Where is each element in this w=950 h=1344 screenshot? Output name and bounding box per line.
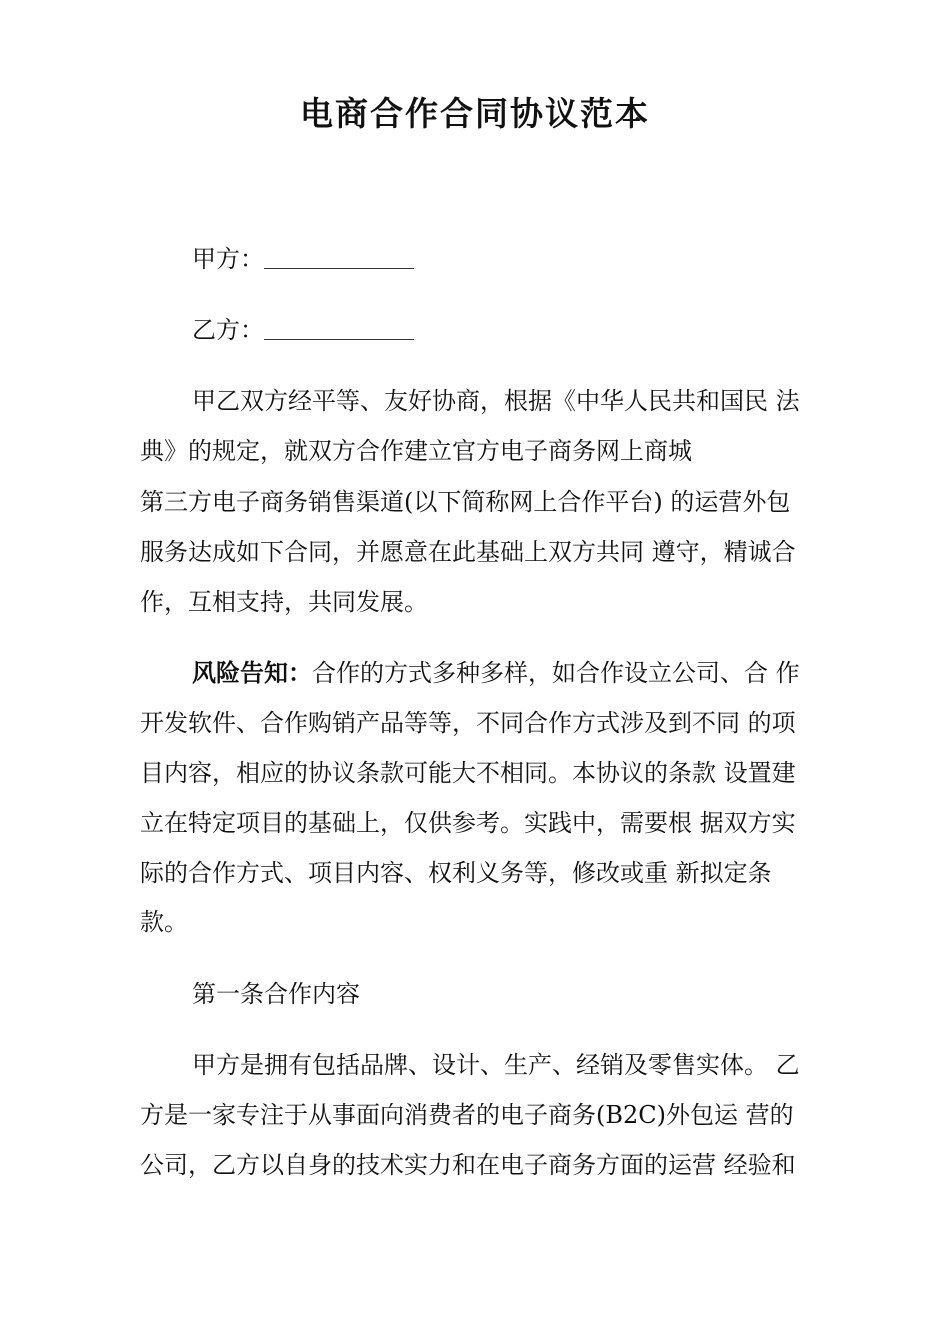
party-b-label: 乙方： xyxy=(192,316,264,344)
preamble-line: 作，互相支持，共同发展。 xyxy=(140,588,428,616)
party-a-label: 甲方： xyxy=(192,245,264,273)
risk-notice-line: 立在特定项目的基础上，仅供参考。实践中，需要根 据双方实 xyxy=(140,809,796,837)
preamble-line: 典》的规定，就双方合作建立官方电子商务网上商城 xyxy=(140,437,692,465)
preamble-line: 第三方电子商务销售渠道(以下简称网上合作平台) 的运营外包 xyxy=(140,488,791,516)
risk-notice-label: 风险告知： xyxy=(192,658,312,687)
article-1-line: 甲方是拥有包括品牌、设计、生产、经销及零售实体。 乙 xyxy=(192,1051,800,1079)
preamble-line: 服务达成如下合同，并愿意在此基础上双方共同 遵守，精诚合 xyxy=(140,538,796,566)
risk-notice-line: 款。 xyxy=(140,908,188,936)
article-1-line: 公司，乙方以自身的技术实力和在电子商务方面的运营 经验和 xyxy=(140,1151,796,1179)
risk-notice-line: 开发软件、合作购销产品等等，不同合作方式涉及到不同 的项 xyxy=(140,709,796,737)
article-1-heading: 第一条合作内容 xyxy=(192,980,360,1008)
party-b-line xyxy=(192,313,414,347)
risk-notice-line: 际的合作方式、项目内容、权利义务等，修改或重 新拟定条 xyxy=(140,859,772,887)
party-b-blank xyxy=(264,317,414,340)
article-1-line: 方是一家专注于从事面向消费者的电子商务(B2C)外包运 营的 xyxy=(140,1101,794,1129)
document-title: 电商合作合同协议范本 xyxy=(300,94,650,133)
risk-notice-first-line xyxy=(192,656,800,690)
party-a-blank xyxy=(264,246,414,269)
party-a-line xyxy=(192,242,414,276)
preamble-line: 甲乙双方经平等、友好协商，根据《中华人民共和国民 法 xyxy=(192,387,800,415)
risk-notice-text: 合作的方式多种多样，如合作设立公司、合 作 xyxy=(312,659,800,687)
risk-notice-line: 目内容，相应的协议条款可能大不相同。本协议的条款 设置建 xyxy=(140,759,796,787)
